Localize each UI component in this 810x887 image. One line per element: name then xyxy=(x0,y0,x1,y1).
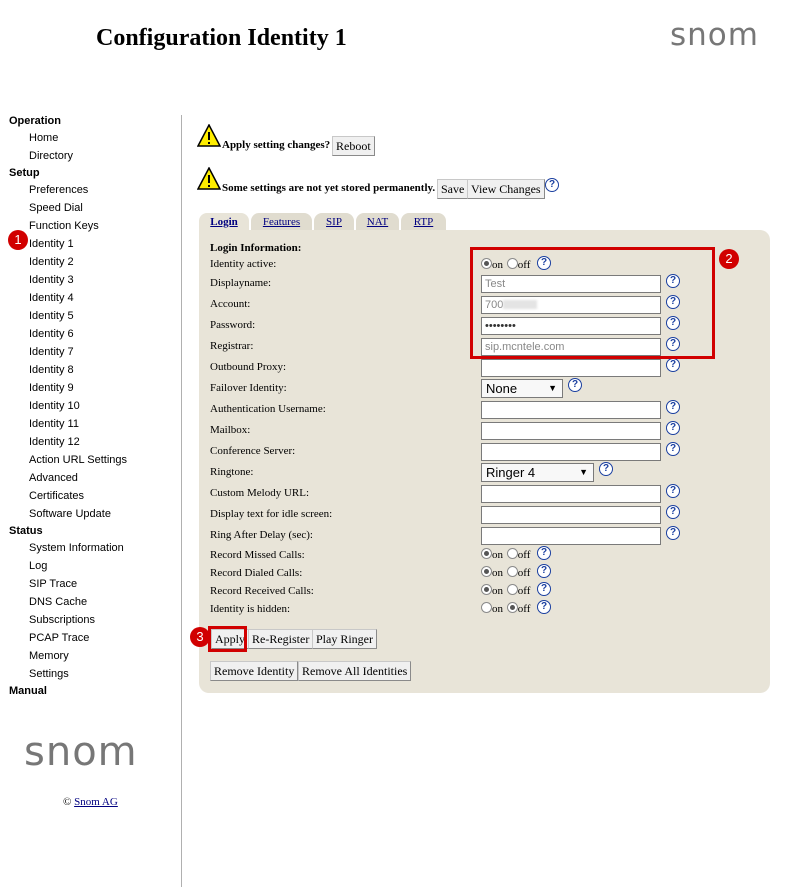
help-icon[interactable]: ? xyxy=(666,295,680,309)
page-title: Configuration Identity 1 xyxy=(96,25,347,51)
record-missed-off-radio[interactable] xyxy=(507,548,518,559)
conference-server-field[interactable] xyxy=(481,443,661,461)
tab-rtp[interactable]: RTP xyxy=(401,213,446,231)
label-record-received: Record Received Calls: xyxy=(210,585,314,597)
help-icon[interactable]: ? xyxy=(666,526,680,540)
reboot-button[interactable]: Reboot xyxy=(332,136,375,156)
help-icon[interactable]: ? xyxy=(666,442,680,456)
label-custom-melody-url: Custom Melody URL: xyxy=(210,487,310,499)
help-icon[interactable]: ? xyxy=(537,256,551,270)
label-outbound-proxy: Outbound Proxy: xyxy=(210,361,287,373)
label-ringtone: Ringtone: xyxy=(210,466,254,478)
help-icon[interactable]: ? xyxy=(666,400,680,414)
mailbox-field[interactable] xyxy=(481,422,661,440)
sidebar-item-identity-7[interactable]: Identity 7 xyxy=(29,346,74,358)
failover-identity-select[interactable] xyxy=(481,379,563,398)
failover-identity-value: None xyxy=(486,381,518,396)
account-value: 700 xyxy=(485,299,504,311)
label-password: Password: xyxy=(210,319,256,331)
password-field[interactable]: •••••••• xyxy=(481,317,661,335)
ring-after-delay-field[interactable] xyxy=(481,527,661,545)
help-icon[interactable]: ? xyxy=(666,505,680,519)
radio-on-label: on xyxy=(492,603,503,615)
help-icon[interactable]: ? xyxy=(666,316,680,330)
record-received-off-radio[interactable] xyxy=(507,584,518,595)
nav-section-setup: Setup xyxy=(9,167,40,179)
help-icon[interactable]: ? xyxy=(666,421,680,435)
label-record-dialed: Record Dialed Calls: xyxy=(210,567,303,579)
sidebar-item-directory[interactable]: Directory xyxy=(29,150,74,162)
sidebar-item-speed-dial[interactable]: Speed Dial xyxy=(29,202,83,214)
section-title: Login Information: xyxy=(210,242,302,254)
snom-ag-link[interactable]: Snom AG xyxy=(74,796,118,808)
help-icon[interactable]: ? xyxy=(537,582,551,596)
sidebar-item-software-update[interactable]: Software Update xyxy=(29,508,111,520)
sidebar-item-dns-cache[interactable]: DNS Cache xyxy=(29,596,88,608)
callout-marker-2: 2 xyxy=(719,249,739,269)
label-identity-hidden: Identity is hidden: xyxy=(210,603,291,615)
label-displayname: Displayname: xyxy=(210,277,272,289)
record-dialed-radio-group xyxy=(481,566,531,579)
copyright xyxy=(63,796,118,808)
tab-login[interactable]: Login xyxy=(199,213,249,231)
help-icon[interactable]: ? xyxy=(666,484,680,498)
label-registrar: Registrar: xyxy=(210,340,254,352)
sidebar-item-identity-9[interactable]: Identity 9 xyxy=(29,382,74,394)
sidebar-item-pcap-trace[interactable]: PCAP Trace xyxy=(29,632,90,644)
copyright-symbol: © xyxy=(63,796,72,808)
nav-section-operation: Operation xyxy=(9,115,61,127)
save-button[interactable]: Save xyxy=(437,179,468,199)
record-missed-on-radio[interactable] xyxy=(481,548,492,559)
record-dialed-on-radio[interactable] xyxy=(481,566,492,577)
nav-section-manual[interactable]: Manual xyxy=(9,685,47,697)
record-received-radio-group xyxy=(481,584,531,597)
re-register-button[interactable]: Re-Register xyxy=(248,629,313,649)
radio-on-label: on xyxy=(492,567,503,579)
help-icon[interactable]: ? xyxy=(599,462,613,476)
remove-all-identities-button[interactable]: Remove All Identities xyxy=(298,661,411,681)
identity-hidden-on-radio[interactable] xyxy=(481,602,492,613)
sidebar-item-identity-11[interactable]: Identity 11 xyxy=(29,418,79,430)
label-failover-identity: Failover Identity: xyxy=(210,382,287,394)
sidebar-item-system-information[interactable]: System Information xyxy=(29,542,124,554)
help-icon[interactable]: ? xyxy=(568,378,582,392)
label-conference-server: Conference Server: xyxy=(210,445,296,457)
tab-sip[interactable]: SIP xyxy=(314,213,354,231)
help-icon[interactable]: ? xyxy=(537,600,551,614)
callout-marker-1: 1 xyxy=(8,230,28,250)
help-icon[interactable]: ? xyxy=(666,274,680,288)
sidebar-item-certificates[interactable]: Certificates xyxy=(29,490,85,502)
highlight-box-apply xyxy=(208,626,247,652)
sidebar-item-identity-6[interactable]: Identity 6 xyxy=(29,328,74,340)
sidebar-item-identity-10[interactable]: Identity 10 xyxy=(29,400,80,412)
sidebar-item-identity-4[interactable]: Identity 4 xyxy=(29,292,74,304)
tab-nat[interactable]: NAT xyxy=(356,213,399,231)
help-icon[interactable]: ? xyxy=(666,337,680,351)
radio-off-label: off xyxy=(517,549,531,561)
radio-on-label: on xyxy=(492,259,503,271)
tab-features[interactable]: Features xyxy=(251,213,312,231)
label-auth-username: Authentication Username: xyxy=(210,403,326,415)
warning-icon xyxy=(197,124,221,148)
sidebar-item-identity-2[interactable]: Identity 2 xyxy=(29,256,74,268)
help-icon[interactable]: ? xyxy=(666,358,680,372)
nav-section-status: Status xyxy=(9,525,43,537)
outbound-proxy-field[interactable] xyxy=(481,359,661,377)
play-ringer-button[interactable]: Play Ringer xyxy=(312,629,377,649)
sidebar-item-settings[interactable]: Settings xyxy=(29,668,69,680)
sidebar-item-preferences[interactable]: Preferences xyxy=(29,184,89,196)
view-changes-button[interactable]: View Changes xyxy=(467,179,545,199)
sidebar-item-subscriptions[interactable]: Subscriptions xyxy=(29,614,96,626)
help-icon[interactable]: ? xyxy=(537,546,551,560)
label-identity-active: Identity active: xyxy=(210,258,277,270)
ringtone-select[interactable] xyxy=(481,463,594,482)
identity-hidden-off-radio[interactable] xyxy=(507,602,518,613)
custom-melody-url-field[interactable] xyxy=(481,485,661,503)
snom-logo-bottom: snom xyxy=(24,729,138,775)
sidebar-item-identity-1[interactable]: Identity 1 xyxy=(29,238,74,250)
unsaved-warning-text: Some settings are not yet stored permanently. xyxy=(222,182,436,194)
identity-hidden-radio-group xyxy=(481,602,531,615)
chevron-down-icon: ▼ xyxy=(548,383,557,393)
radio-off-label: off xyxy=(517,259,531,271)
label-mailbox: Mailbox: xyxy=(210,424,251,436)
apply-warning-text: Apply setting changes? xyxy=(222,139,331,151)
sidebar-item-action-url-settings[interactable]: Action URL Settings xyxy=(29,454,128,466)
chevron-down-icon: ▼ xyxy=(579,467,588,477)
radio-off-label: off xyxy=(517,567,531,579)
sidebar-item-identity-8[interactable]: Identity 8 xyxy=(29,364,74,376)
callout-marker-3: 3 xyxy=(190,627,210,647)
snom-logo: snom xyxy=(670,17,759,53)
help-icon[interactable]: ? xyxy=(545,178,559,192)
label-ring-after-delay: Ring After Delay (sec): xyxy=(210,529,313,541)
registrar-field[interactable]: sip.mcntele.com xyxy=(481,338,661,356)
label-display-text-idle: Display text for idle screen: xyxy=(210,508,333,520)
displayname-field[interactable]: Test xyxy=(481,275,661,293)
help-icon[interactable]: ? xyxy=(537,564,551,578)
sidebar-item-sip-trace[interactable]: SIP Trace xyxy=(29,578,78,590)
ringtone-value: Ringer 4 xyxy=(486,465,536,480)
sidebar-item-home[interactable]: Home xyxy=(29,132,59,144)
record-missed-radio-group xyxy=(481,548,531,561)
remove-identity-button[interactable]: Remove Identity xyxy=(210,661,298,681)
radio-off-label: off xyxy=(517,603,531,615)
record-dialed-off-radio[interactable] xyxy=(507,566,518,577)
sidebar-item-function-keys[interactable]: Function Keys xyxy=(29,220,99,232)
radio-off-label: off xyxy=(517,585,531,597)
display-text-idle-field[interactable] xyxy=(481,506,661,524)
radio-on-label: on xyxy=(492,585,503,597)
sidebar-item-advanced[interactable]: Advanced xyxy=(29,472,78,484)
sidebar-divider xyxy=(181,115,182,887)
sidebar-item-identity-3[interactable]: Identity 3 xyxy=(29,274,74,286)
apply-button[interactable]: Apply xyxy=(211,629,249,649)
highlight-box-login-fields xyxy=(470,247,715,359)
sidebar-item-identity-5[interactable]: Identity 5 xyxy=(29,310,74,322)
auth-username-field[interactable] xyxy=(481,401,661,419)
sidebar-item-memory[interactable]: Memory xyxy=(29,650,69,662)
label-account: Account: xyxy=(210,298,251,310)
sidebar-item-log[interactable]: Log xyxy=(29,560,48,572)
record-received-on-radio[interactable] xyxy=(481,584,492,595)
radio-on-label: on xyxy=(492,549,503,561)
label-record-missed: Record Missed Calls: xyxy=(210,549,305,561)
warning-icon xyxy=(197,167,221,191)
sidebar-item-identity-12[interactable]: Identity 12 xyxy=(29,436,80,448)
